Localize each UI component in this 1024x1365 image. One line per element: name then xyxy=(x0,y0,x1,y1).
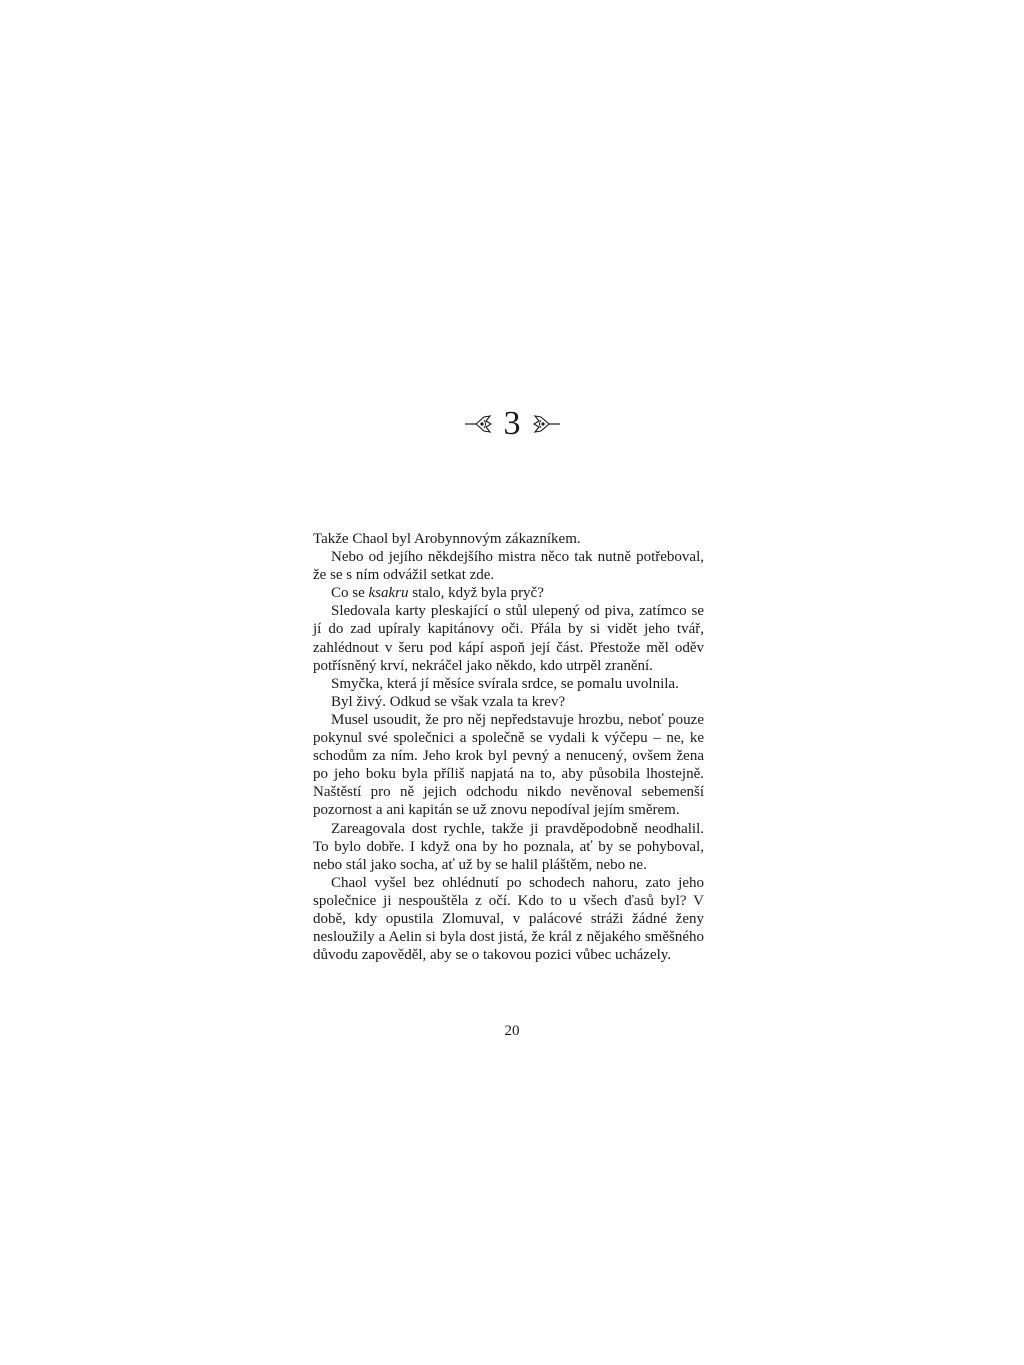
flourish-right-icon xyxy=(531,414,561,434)
paragraph-text: Co se xyxy=(331,585,369,602)
chapter-heading xyxy=(0,404,1024,444)
paragraph-text: stalo, když byla pryč? xyxy=(408,585,544,602)
paragraph: Chaol vyšel bez ohlédnutí po schodech nahoru, zato jeho společnice ji nespouštěla z očí. Kdo to u všech ďasů byl? V době, kdy opustila Zlomuval, v palácové stráži žádné ženy nesloužily a Aelin si byla dost jistá, že král z nějakého směšného důvodu zapověděl, aby se o takovou pozici vůbec ucházely. xyxy=(313,874,704,964)
paragraph: Zareagovala dost rychle, takže ji pravděpodobně neodhalil. To bylo dobře. I když ona by ho poznala, ať by se pohyboval, nebo stál jako socha, ať už by se halil pláštěm, nebo ne. xyxy=(313,820,704,873)
italic-word: ksakru xyxy=(368,585,409,602)
paragraph: Byl živý. Odkud se však vzala ta krev? xyxy=(331,693,566,710)
flourish-left-icon xyxy=(464,414,494,434)
paragraph: Nebo od jejího někdejšího mistra něco tak nutně potřeboval, že se s ním odvážil setkat zde. xyxy=(313,549,704,584)
paragraph: Smyčka, která jí měsíce svírala srdce, se pomalu uvolnila. xyxy=(331,675,679,692)
page-number: 20 xyxy=(504,1023,520,1039)
paragraph: Musel usoudit, že pro něj nepředstavuje hrozbu, neboť pouze pokynul své společnici a společně se vydali k výčepu – ne, ke schodům za ním. Jeho krok byl pevný a nenucený, ovšem žena po jeho boku byla příliš napjatá na to, aby působila lhostejně. Naštěstí pro ně jejich odchodu nikdo nevěnoval sebemenší pozornost a ani kapitán se už znovu nepodíval jejím směrem. xyxy=(313,711,704,819)
paragraph: Sledovala karty pleskající o stůl ulepený od piva, zatímco se jí do zad upíraly kapitánovy oči. Přála by si vidět jeho tvář, zahlédnout v šeru pod kápí aspoň její část. Přestože měl oděv potřísněný krví, nekráčel jako někdo, kdo utrpěl zranění. xyxy=(313,603,704,674)
paragraph xyxy=(313,584,704,602)
body-text xyxy=(313,530,704,964)
chapter-number: 3 xyxy=(503,405,521,442)
paragraph: Takže Chaol byl Arobynnovým zákazníkem. xyxy=(313,531,581,547)
